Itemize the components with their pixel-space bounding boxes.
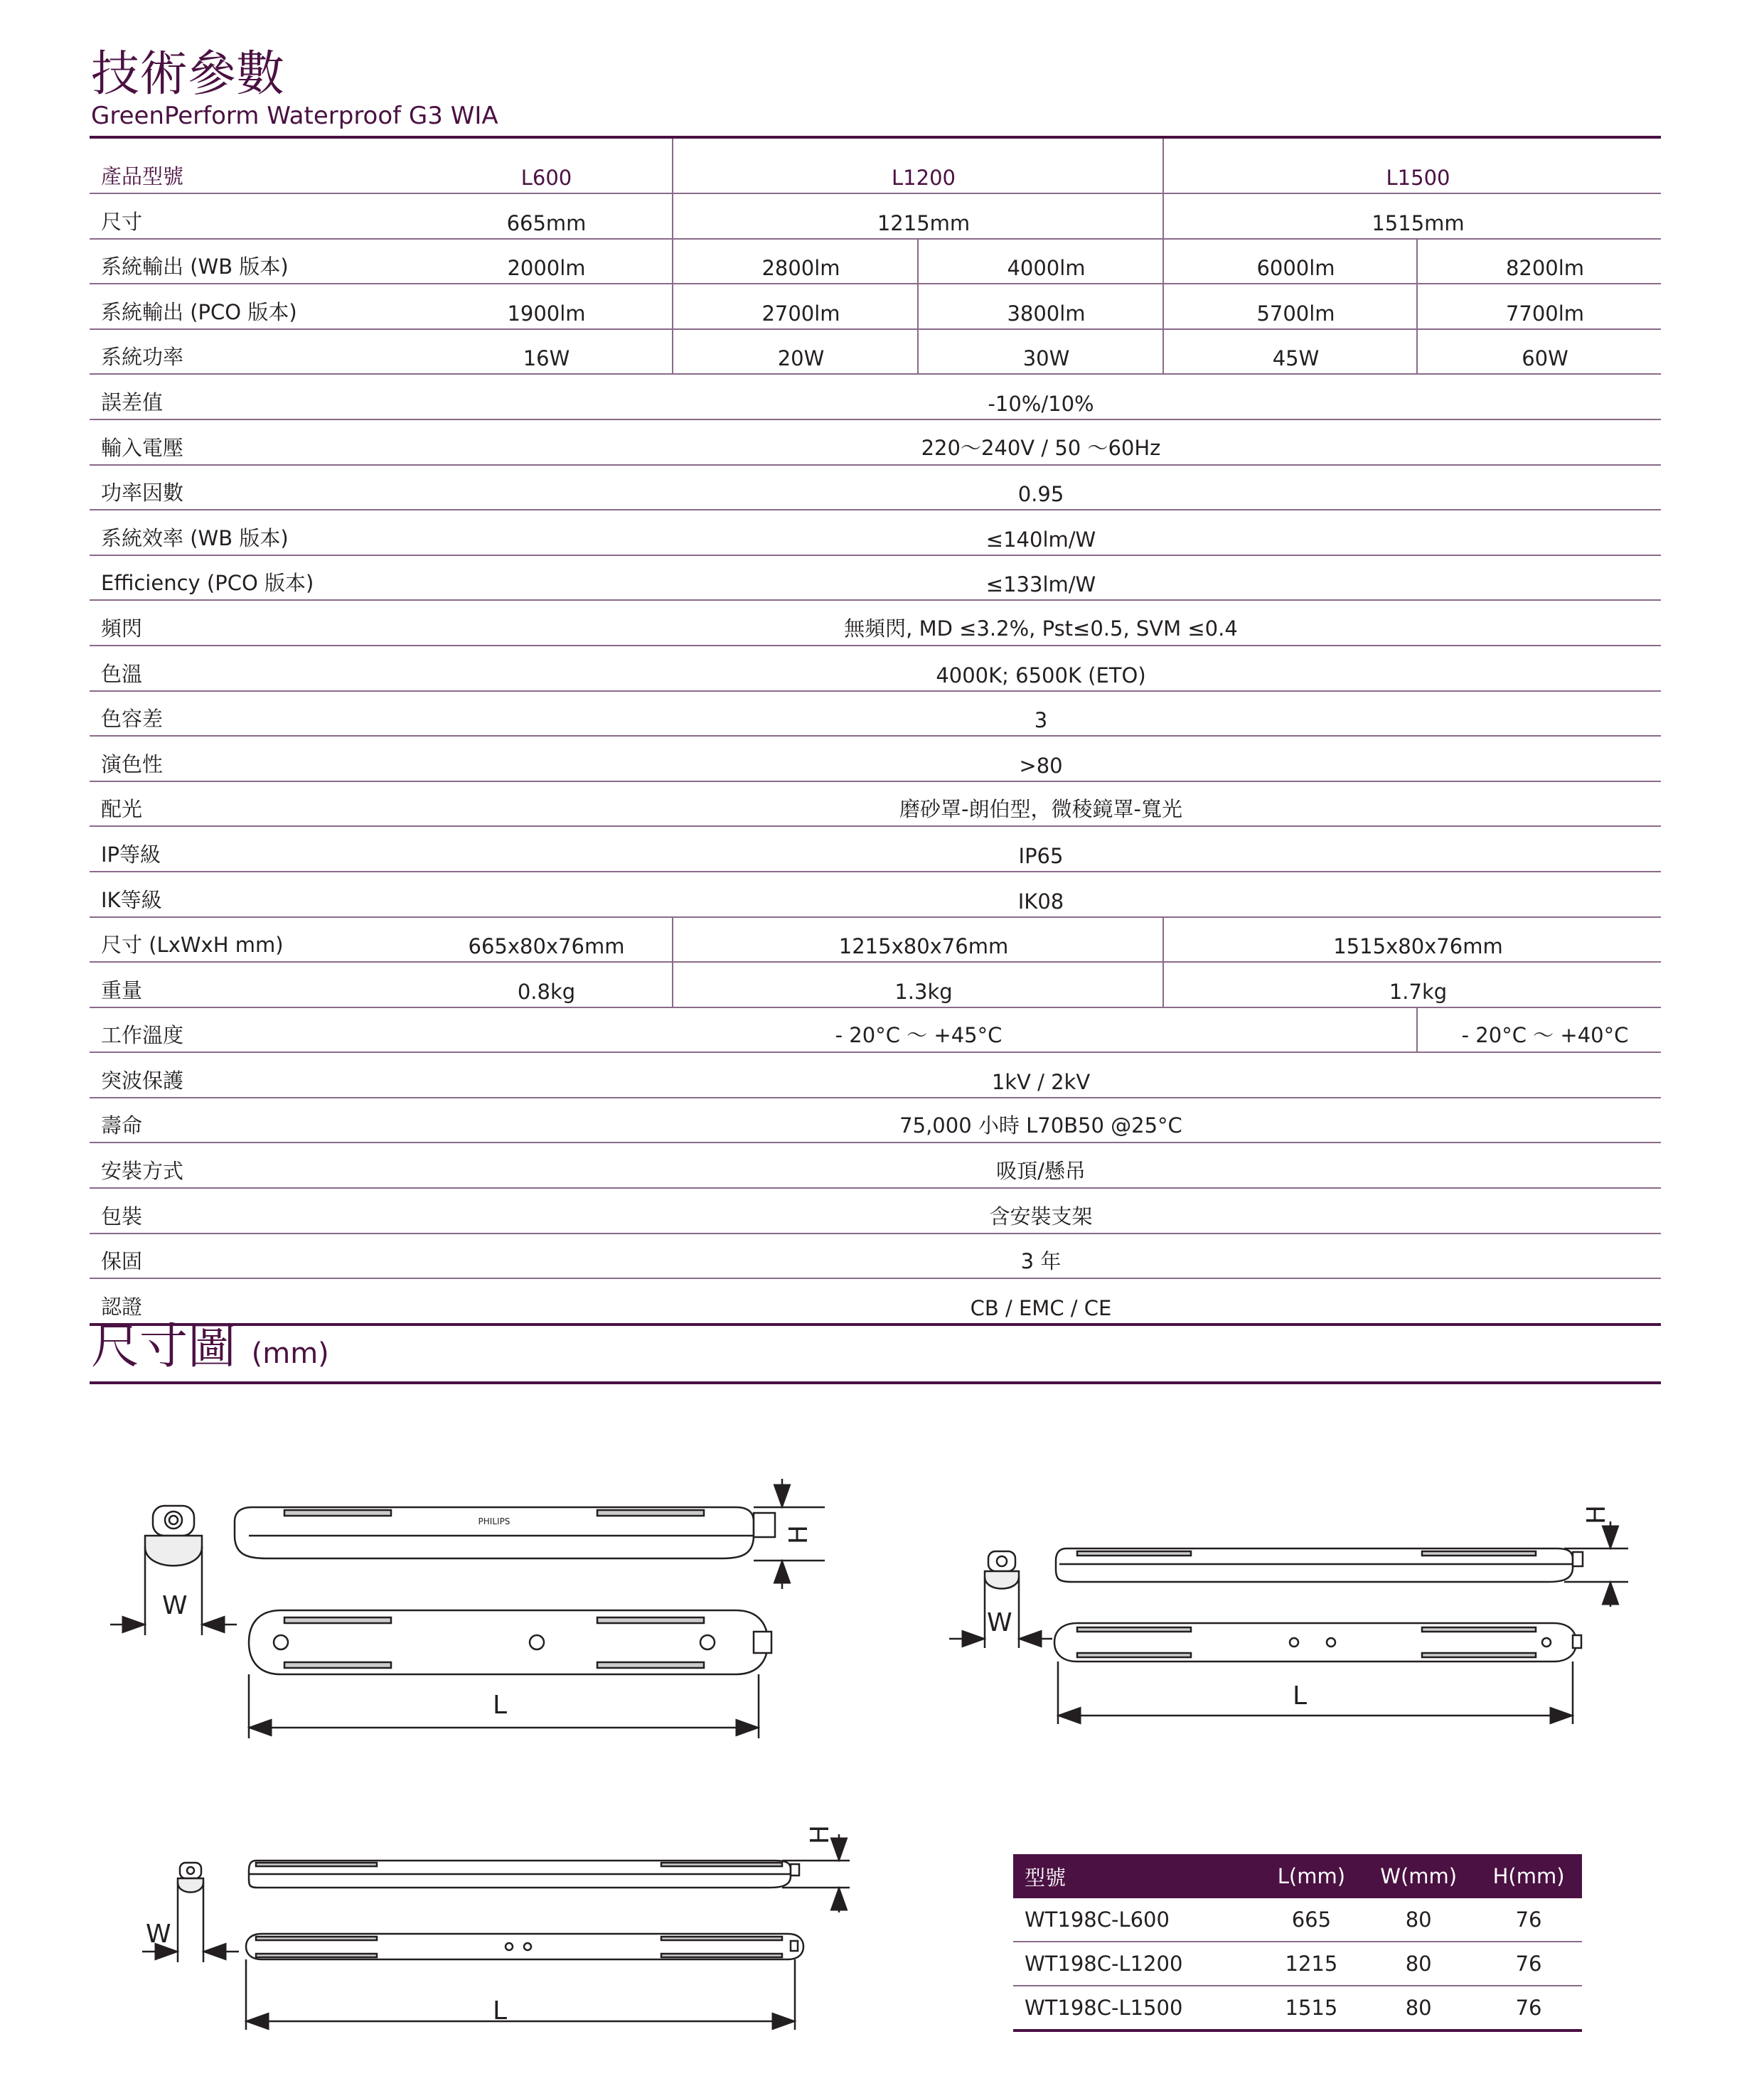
spec-label: 演色性 — [90, 736, 410, 781]
spec-label: 輸入電壓 — [90, 419, 410, 465]
spec-value: 2800lm — [673, 239, 918, 284]
spec-value: 75,000 小時 L70B50 @25°C — [410, 1098, 1661, 1143]
spec-value: 1215x80x76mm — [673, 917, 1163, 963]
l600-top-view — [249, 1610, 771, 1738]
model-cell: WT198C-L1200 — [1013, 1942, 1261, 1986]
model-table-header — [1013, 1854, 1582, 1898]
model-dimension-table — [1013, 1854, 1582, 2032]
length-cell: 665 — [1261, 1898, 1362, 1942]
model-l600-header: L600 — [410, 137, 673, 193]
height-col-header: H(mm) — [1475, 1854, 1582, 1898]
width-cell: 80 — [1362, 1986, 1475, 2030]
width-cell: 80 — [1362, 1898, 1475, 1942]
length-cell: 1515 — [1261, 1986, 1362, 2030]
spec-label: 壽命 — [90, 1098, 410, 1143]
spec-label: 系統輸出 (WB 版本) — [90, 239, 410, 284]
width-col-header: W(mm) — [1362, 1854, 1475, 1898]
product-subtitle: GreenPerform Waterproof G3 WIA — [91, 102, 498, 130]
table-row — [1013, 1986, 1582, 2030]
spec-value: 2700lm — [673, 284, 918, 329]
spec-value: IP65 — [410, 826, 1661, 872]
spec-value: 1515mm — [1163, 193, 1661, 239]
spec-label: IP等級 — [90, 826, 410, 872]
width-cell: 80 — [1362, 1942, 1475, 1986]
spec-label: IK等級 — [90, 872, 410, 917]
l600-h-label: H — [784, 1524, 814, 1545]
model-l1500-header: L1500 — [1163, 137, 1661, 193]
spec-value: 1515x80x76mm — [1163, 917, 1661, 963]
spec-value: 16W — [410, 329, 673, 375]
height-cell: 76 — [1475, 1986, 1582, 2030]
spec-label: 頻閃 — [90, 600, 410, 646]
model-cell: WT198C-L600 — [1013, 1898, 1261, 1942]
page-title: 技術參數 — [91, 46, 285, 102]
spec-value: 含安裝支架 — [410, 1188, 1661, 1234]
spec-label: Efficiency (PCO 版本) — [90, 555, 410, 601]
l1500-side-view — [249, 1834, 850, 1912]
spec-label: 色容差 — [90, 691, 410, 737]
spec-value: 60W — [1417, 329, 1661, 375]
l1500-top-view — [246, 1934, 803, 2030]
spec-label: 誤差值 — [90, 374, 410, 419]
spec-label: 系統效率 (WB 版本) — [90, 510, 410, 555]
spec-value: 665mm — [410, 193, 673, 239]
model-cell: WT198C-L1500 — [1013, 1986, 1261, 2030]
dimensions-title-text: 尺寸圖 — [91, 1319, 237, 1375]
spec-value: 5700lm — [1163, 284, 1417, 329]
spec-value: CB / EMC / CE — [410, 1278, 1661, 1325]
spec-value: 3800lm — [918, 284, 1163, 329]
spec-label: 安裝方式 — [90, 1143, 410, 1188]
l1500-l-label: L — [493, 1996, 508, 2026]
spec-value: 無頻閃, MD ≤3.2%, Pst≤0.5, SVM ≤0.4 — [410, 600, 1661, 646]
l600-drawing — [110, 1479, 825, 1738]
spec-value: - 20°C ～ +45°C — [410, 1007, 1417, 1053]
l1200-top-view — [1054, 1623, 1581, 1724]
spec-label: 色溫 — [90, 646, 410, 691]
spec-value: 8200lm — [1417, 239, 1661, 284]
spec-value: 1kV / 2kV — [410, 1052, 1661, 1098]
spec-value: 1215mm — [673, 193, 1163, 239]
spec-value: 220～240V / 50 ～60Hz — [410, 419, 1661, 465]
l1200-w-label: W — [987, 1608, 1012, 1637]
length-cell: 1215 — [1261, 1942, 1362, 1986]
spec-label: 保固 — [90, 1234, 410, 1279]
spec-value: 0.95 — [410, 465, 1661, 510]
spec-value: 3 年 — [410, 1234, 1661, 1279]
spec-label: 認證 — [90, 1278, 410, 1325]
table-row — [1013, 1898, 1582, 1942]
spec-value: 30W — [918, 329, 1163, 375]
l1200-h-label: H — [1582, 1504, 1612, 1525]
spec-header-label: 產品型號 — [90, 137, 410, 193]
spec-label: 尺寸 — [90, 193, 410, 239]
spec-value: 665x80x76mm — [410, 917, 673, 963]
spec-label: 系統功率 — [90, 329, 410, 375]
spec-value: 4000K; 6500K (ETO) — [410, 646, 1661, 691]
spec-label: 配光 — [90, 781, 410, 827]
spec-value: 磨砂罩-朗伯型，微稜鏡罩-寬光 — [410, 781, 1661, 827]
model-col-header: 型號 — [1013, 1854, 1261, 1898]
spec-label: 包裝 — [90, 1188, 410, 1234]
spec-label: 系統輸出 (PCO 版本) — [90, 284, 410, 329]
l1200-l-label: L — [1293, 1681, 1308, 1711]
spec-label: 尺寸 (LxWxH mm) — [90, 917, 410, 963]
height-cell: 76 — [1475, 1898, 1582, 1942]
spec-value: 7700lm — [1417, 284, 1661, 329]
model-l1200-header: L1200 — [673, 137, 1163, 193]
l600-w-label: W — [162, 1591, 188, 1620]
spec-value: 0.8kg — [410, 962, 673, 1007]
spec-label: 工作溫度 — [90, 1007, 410, 1053]
l600-l-label: L — [493, 1691, 508, 1720]
spec-value: 6000lm — [1163, 239, 1417, 284]
spec-value: 20W — [673, 329, 918, 375]
spec-label: 重量 — [90, 962, 410, 1007]
l1200-side-view — [1056, 1521, 1628, 1607]
spec-value: 4000lm — [918, 239, 1163, 284]
l600-brand-mark: PHILIPS — [478, 1516, 511, 1526]
spec-value: - 20°C ～ +40°C — [1417, 1007, 1661, 1053]
spec-value: 1900lm — [410, 284, 673, 329]
spec-value: ≤133lm/W — [410, 555, 1661, 601]
height-cell: 76 — [1475, 1942, 1582, 1986]
spec-value: 1.7kg — [1163, 962, 1661, 1007]
l1500-h-label: H — [806, 1824, 835, 1845]
table-row — [1013, 1942, 1582, 1986]
spec-value: 45W — [1163, 329, 1417, 375]
l1500-w-label: W — [146, 1920, 171, 1949]
spec-value: ≤140lm/W — [410, 510, 1661, 555]
spec-value: 1.3kg — [673, 962, 1163, 1007]
length-col-header: L(mm) — [1261, 1854, 1362, 1898]
spec-label: 功率因數 — [90, 465, 410, 510]
spec-value: >80 — [410, 736, 1661, 781]
spec-label: 突波保護 — [90, 1052, 410, 1098]
spec-value: -10%/10% — [410, 374, 1661, 419]
l600-side-view — [235, 1479, 825, 1589]
dimensions-unit: (mm) — [251, 1337, 329, 1370]
spec-value: 3 — [410, 691, 1661, 737]
l1200-drawing — [949, 1521, 1628, 1724]
spec-value: 2000lm — [410, 239, 673, 284]
spec-value: IK08 — [410, 872, 1661, 917]
spec-value: 吸頂/懸吊 — [410, 1143, 1661, 1188]
